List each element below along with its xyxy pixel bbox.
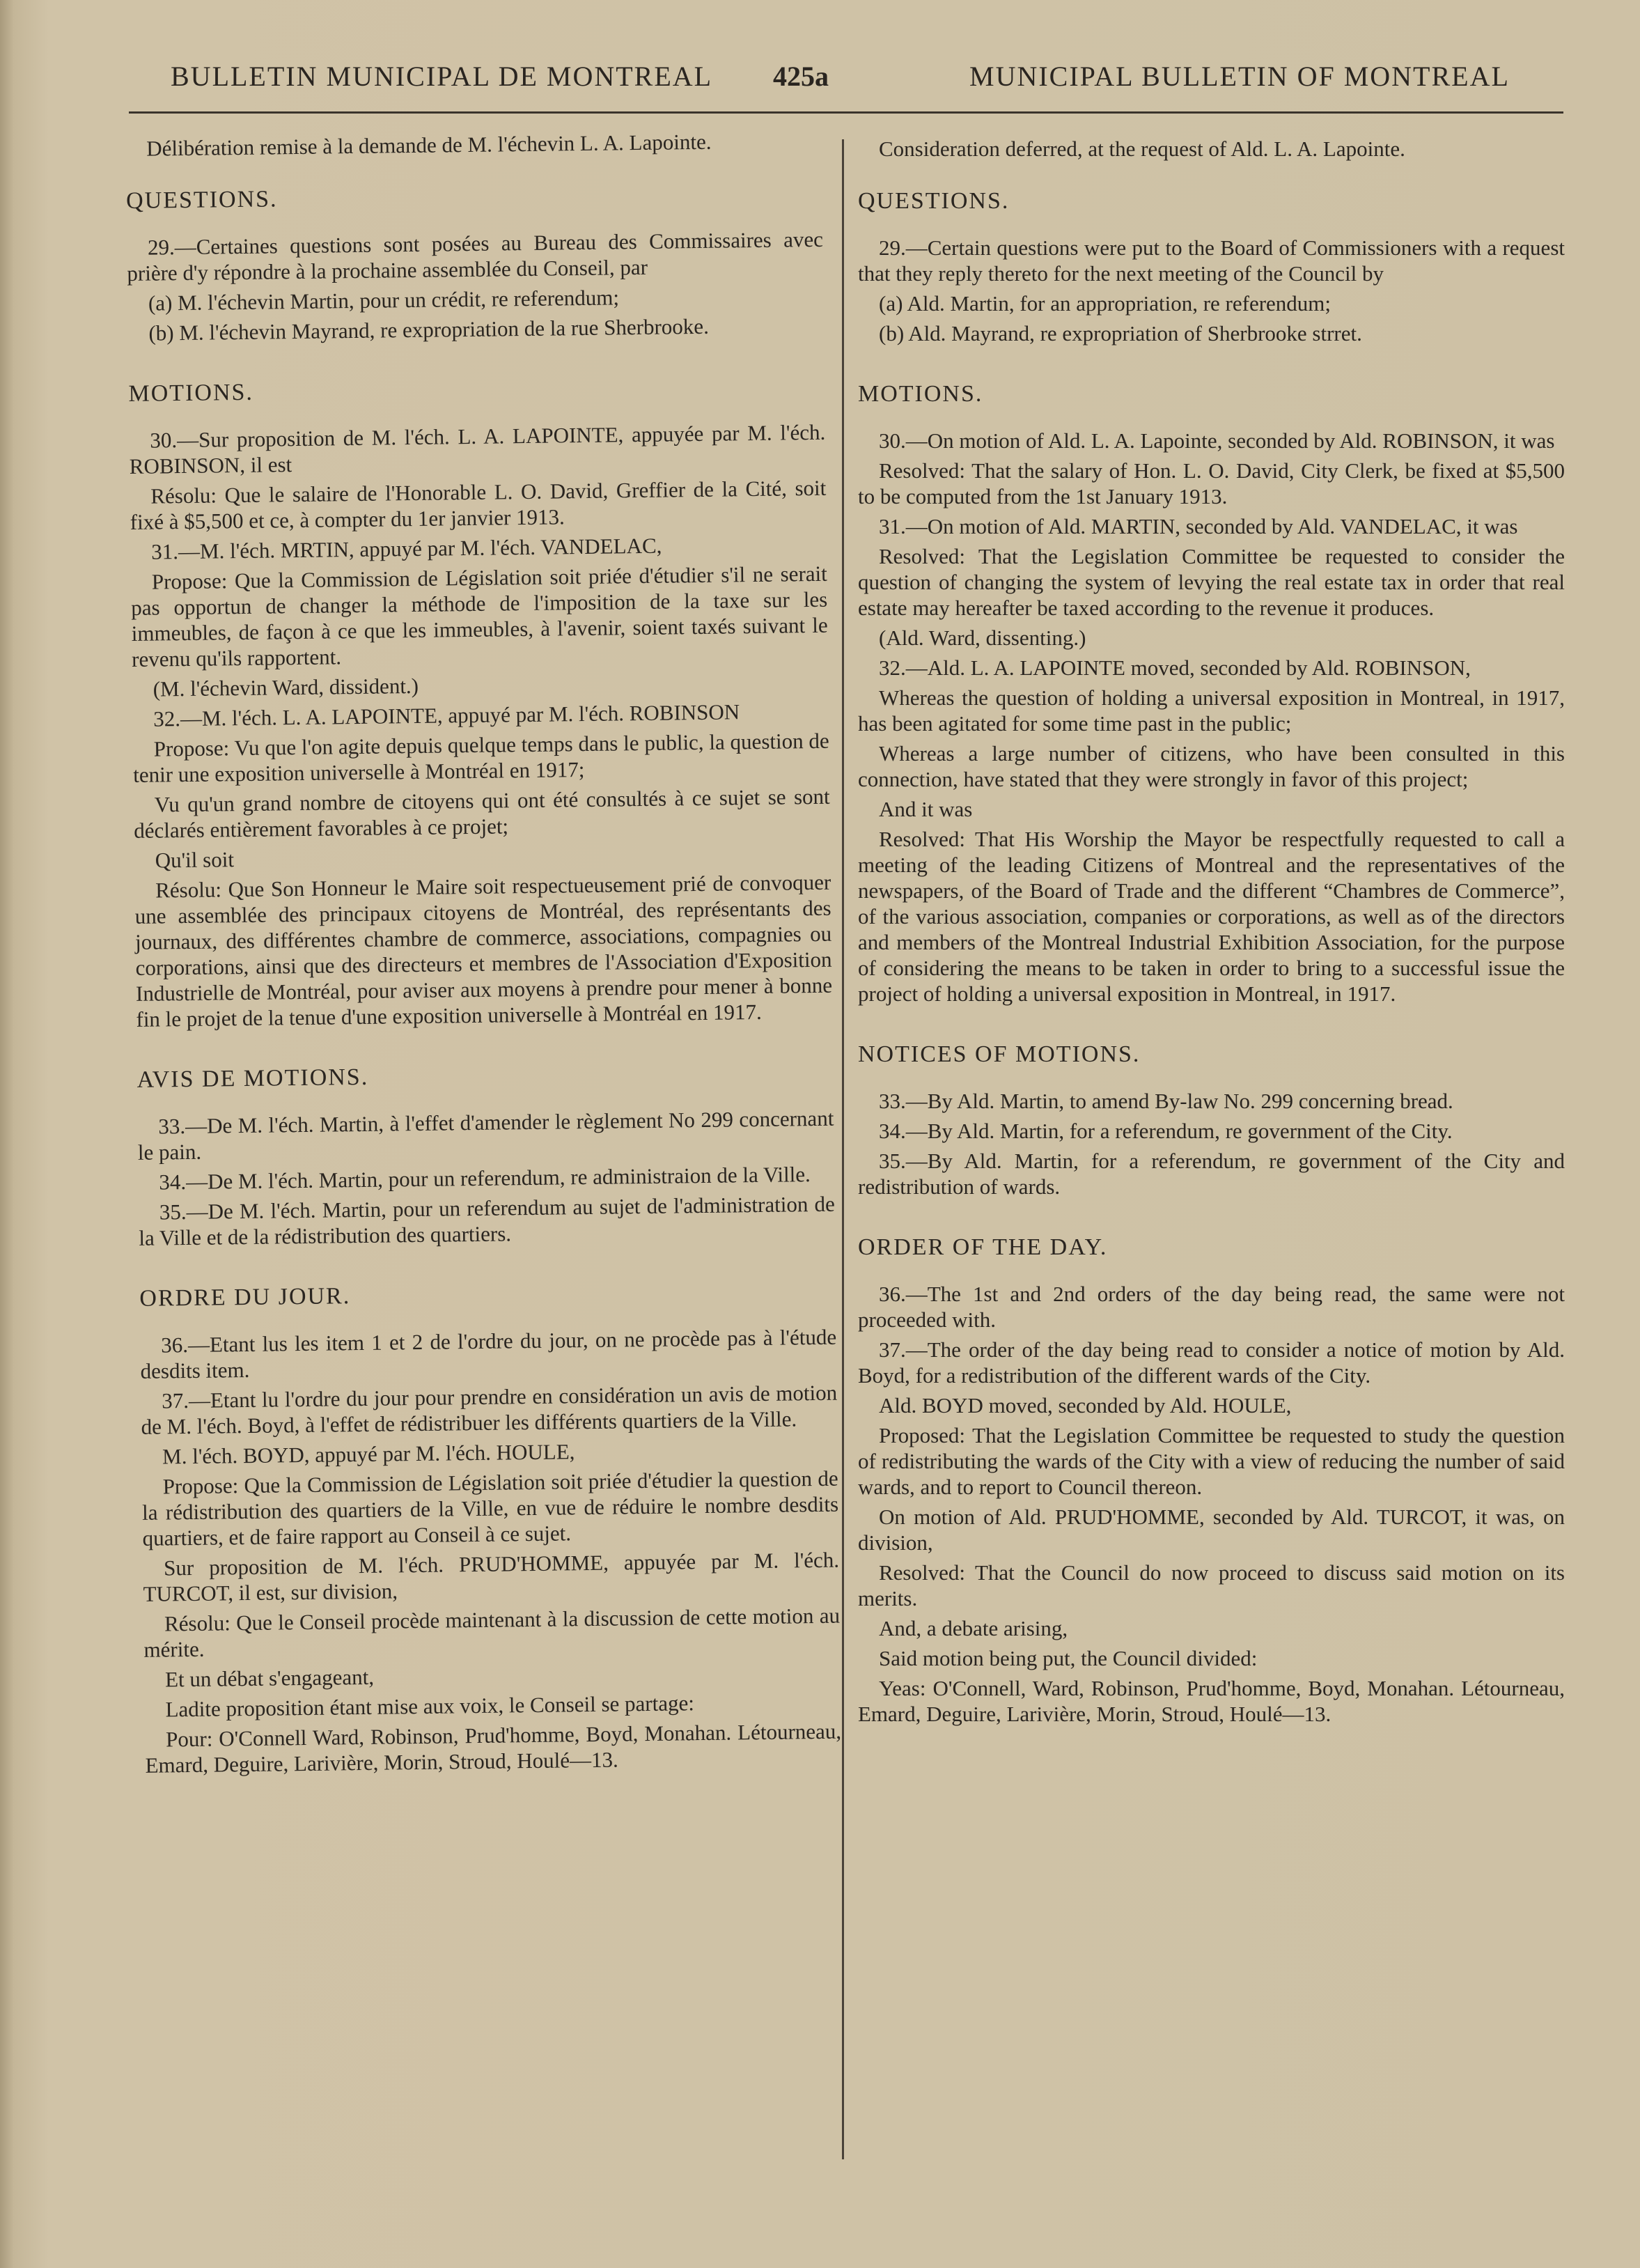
- en-q29: 29.—Certain questions were put to the Board of Commissioners with a request that they reply thereto for the next meeting of the Council by: [858, 235, 1565, 286]
- en-questions-heading: QUESTIONS.: [858, 188, 1010, 214]
- fr-m31-dissent: (M. l'échevin Ward, dissident.): [153, 673, 419, 701]
- page-number: 425a: [773, 61, 829, 92]
- fr-o37-debate: Et un débat s'engageant,: [164, 1664, 375, 1692]
- fr-questions-heading: QUESTIONS.: [125, 186, 278, 214]
- fr-m30-resolution: Résolu: Que le salaire de l'Honorable L. O. David, Greffier de la Cité, soit fixé à $5,500 et ce, à compter du 1er janvier 1913.: [130, 475, 827, 534]
- fr-o37-resolution: Résolu: Que le Conseil procède maintenant à la discussion de cette motion au mérite.: [143, 1603, 841, 1662]
- french-column: [125, 127, 842, 1782]
- en-m31-dissent: (Ald. Ward, dissenting.): [879, 626, 1086, 650]
- fr-n33: 33.—De M. l'éch. Martin, à l'effet d'amender le règlement No 299 concernant le pain.: [137, 1105, 834, 1165]
- header-english-title: MUNICIPAL BULLETIN OF MONTREAL: [969, 61, 1510, 92]
- fr-m32: 32.—M. l'éch. L. A. LAPOINTE, appuyé par M. l'éch. ROBINSON: [153, 699, 740, 731]
- fr-notices-heading: AVIS DE MOTIONS.: [136, 1064, 369, 1093]
- en-m31-resolution: Resolved: That the Legislation Committee be requested to consider the question of changing the system of levying the real estate tax in order that real estate may hereafter be taxed according to the revenue it produces.: [858, 544, 1565, 620]
- fr-deferred: Délibération remise à la demande de M. l'échevin L. A. Lapointe.: [146, 129, 712, 161]
- en-motions-heading: MOTIONS.: [858, 381, 983, 407]
- page-header: [0, 56, 1640, 98]
- en-o37-yeas: Yeas: O'Connell, Ward, Robinson, Prud'homme, Boyd, Monahan. Létourneau, Emard, Deguire, Larivière, Morin, Stroud, Houlé—13.: [858, 1676, 1565, 1726]
- fr-o37-sur: Sur proposition de M. l'éch. PRUD'HOMME, appuyée par M. l'éch. TURCOT, il est, sur division,: [143, 1547, 840, 1606]
- fr-q29a: (a) M. l'échevin Martin, pour un crédit, re referendum;: [148, 285, 620, 316]
- fr-m30: 30.—Sur proposition de M. l'éch. L. A. LAPOINTE, appuyée par M. l'éch. ROBINSON, il est: [129, 419, 826, 479]
- en-m32-whereas-1: Whereas the question of holding a universal exposition in Montreal, in 1917, has been agitated for some time past in the public;: [858, 685, 1565, 736]
- fr-m32-resolution: Résolu: Que Son Honneur le Maire soit respectueusement prié de convoquer une assemblée des principaux citoyens de Montréal, des représentants des journaux, des différentes chambre de commerce, associations, compagnies ou corporations, ainsi que des directeurs et membres de l'Association d'Exposition Industrielle de Montréal, pour aviser aux moyens à prendre pour mener à bonne fin le projet de la tenue d'une exposition universelle à Montréal en 1917.: [134, 869, 833, 1032]
- en-o37-proposal: Proposed: That the Legislation Committee be requested to study the question of redistributing the wards of the City with a view of reducing the number of said wards, and to report to Council thereon.: [858, 1423, 1565, 1499]
- en-q29a: (a) Ald. Martin, for an appropriation, re referendum;: [879, 291, 1331, 316]
- en-deferred: Consideration deferred, at the request of Ald. L. A. Lapointe.: [879, 137, 1405, 161]
- english-column: [858, 136, 1565, 1731]
- fr-o37-boyd: M. l'éch. BOYD, appuyé par M. l'éch. HOULE,: [162, 1439, 575, 1469]
- fr-m32-quil: Qu'il soit: [155, 847, 235, 873]
- en-m30-resolution: Resolved: That the salary of Hon. L. O. David, City Clerk, be fixed at $5,500 to be computed from the 1st January 1913.: [858, 458, 1565, 508]
- en-n35: 35.—By Ald. Martin, for a referendum, re government of the City and redistribution of wards.: [858, 1149, 1565, 1199]
- en-o37-on-motion: On motion of Ald. PRUD'HOMME, seconded by Ald. TURCOT, it was, on division,: [858, 1505, 1565, 1555]
- en-n33: 33.—By Ald. Martin, to amend By-law No. 299 concerning bread.: [879, 1089, 1453, 1113]
- en-order-heading: ORDER OF THE DAY.: [858, 1234, 1108, 1260]
- en-o37-vote: Said motion being put, the Council divided:: [879, 1646, 1258, 1670]
- header-rule: [129, 111, 1563, 114]
- en-n34: 34.—By Ald. Martin, for a referendum, re government of the City.: [879, 1119, 1453, 1143]
- fr-o37-vote: Ladite proposition étant mise aux voix, le Conseil se partage:: [165, 1691, 695, 1722]
- en-o37: 37.—The order of the day being read to consider a notice of motion by Ald. Boyd, for a redistribution of the different wards of the City.: [858, 1337, 1565, 1388]
- fr-order-heading: ORDRE DU JOUR.: [139, 1283, 351, 1312]
- en-m32: 32.—Ald. L. A. LAPOINTE moved, seconded by Ald. ROBINSON,: [879, 655, 1471, 680]
- en-notices-heading: NOTICES OF MOTIONS.: [858, 1041, 1141, 1067]
- en-m30: 30.—On motion of Ald. L. A. Lapointe, seconded by Ald. ROBINSON, it was: [879, 428, 1555, 453]
- en-m32-resolution: Resolved: That His Worship the Mayor be respectfully requested to call a meeting of the leading Citizens of Montreal and the representatives of the newspapers, of the Board of Trade and the different “Chambres de Commerce”, of the various association, companies or corporations, as well as of the directors and members of the Montreal Industrial Exhibition Association, for the purpose of considering the means to be taken in order to bring to a successful issue the project of holding a universal exposition in Montreal, in 1917.: [858, 827, 1565, 1006]
- column-divider: [842, 139, 844, 2159]
- fr-m31-proposal: Propose: Que la Commission de Législation soit priée d'étudier s'il ne serait pas opportun de changer la méthode de l'imposition de la taxe sur les immeubles, de façon à ce que les immeubles, à l'avenir, soient taxés suivant le revenu qu'ils rapportent.: [131, 561, 828, 671]
- fr-o37: 37.—Etant lu l'ordre du jour pour prendre en considération un avis de motion de M. l'éch. Boyd, à l'effet de rédistribuer les différents quartiers de la Ville.: [141, 1380, 838, 1439]
- fr-q29: 29.—Certaines questions sont posées au Bureau des Commissaires avec prière d'y répondre à la prochaine assemblée du Conseil, par: [127, 226, 824, 286]
- fr-m32-proposal: Propose: Vu que l'on agite depuis quelque temps dans le public, la question de tenir une exposition universelle à Montréal en 1917;: [132, 728, 829, 787]
- fr-o37-pour: Pour: O'Connell Ward, Robinson, Prud'homme, Boyd, Monahan. Létourneau, Emard, Deguire, Larivière, Morin, Stroud, Houlé—13.: [145, 1718, 842, 1778]
- fr-o36: 36.—Etant lus les item 1 et 2 de l'ordre du jour, on ne procède pas à l'étude desdits item.: [140, 1324, 837, 1383]
- fr-o37-proposal: Propose: Que la Commission de Législation soit priée d'étudier la question de la rédistribution des quartiers de la Ville, en vue de réduire le nombre desdits quartiers, et de faire rapport au Conseil à ce sujet.: [141, 1466, 839, 1551]
- fr-n34: 34.—De M. l'éch. Martin, pour un referendum, re administraion de la Ville.: [159, 1162, 811, 1195]
- fr-q29b: (b) M. l'échevin Mayrand, re expropriation de la rue Sherbrooke.: [148, 313, 710, 345]
- header-french-title: BULLETIN MUNICIPAL DE MONTREAL: [171, 61, 713, 92]
- en-o37-boyd: Ald. BOYD moved, seconded by Ald. HOULE,: [879, 1393, 1292, 1418]
- fr-n35: 35.—De M. l'éch. Martin, pour un referendum au sujet de l'administration de la Ville et de la rédistribution des quartiers.: [139, 1191, 836, 1250]
- fr-motions-heading: MOTIONS.: [128, 379, 254, 407]
- en-o37-resolution: Resolved: That the Council do now proceed to discuss said motion on its merits.: [858, 1560, 1565, 1610]
- fr-m32-vu: Vu qu'un grand nombre de citoyens qui ont été consultés à ce sujet se sont déclarés entièrement favorables à ce projet;: [133, 784, 830, 843]
- en-m31: 31.—On motion of Ald. MARTIN, seconded by Ald. VANDELAC, it was: [879, 514, 1518, 538]
- en-m32-whereas-2: Whereas a large number of citizens, who have been consulted in this connection, have stated that they were strongly in favor of this project;: [858, 741, 1565, 791]
- en-q29b: (b) Ald. Mayrand, re expropriation of Sherbrooke strret.: [879, 321, 1362, 345]
- en-m32-and: And it was: [879, 797, 973, 821]
- en-o36: 36.—The 1st and 2nd orders of the day being read, the same were not proceeded with.: [858, 1282, 1565, 1332]
- fr-m31: 31.—M. l'éch. MRTIN, appuyé par M. l'éch. VANDELAC,: [151, 533, 662, 564]
- en-o37-debate: And, a debate arising,: [879, 1616, 1068, 1640]
